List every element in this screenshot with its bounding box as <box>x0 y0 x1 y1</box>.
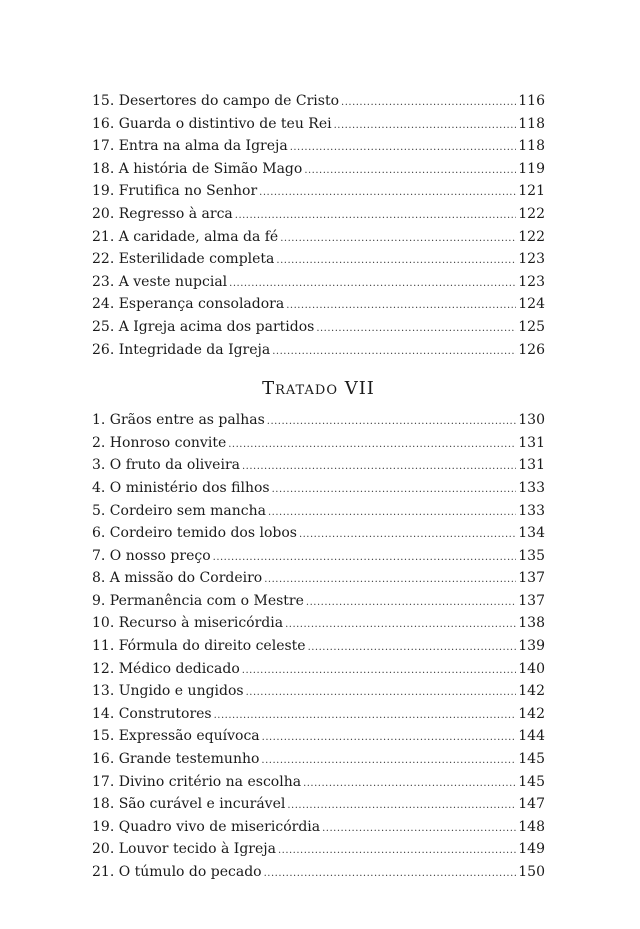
toc-dot-leader <box>286 295 516 318</box>
toc-entry-page-number: 126 <box>518 341 545 358</box>
toc-entry-page-number: 147 <box>518 796 545 813</box>
toc-dot-leader <box>242 660 517 683</box>
toc-dot-leader <box>304 160 516 183</box>
toc-entry <box>92 522 545 545</box>
toc-entry-page-number: 133 <box>518 502 545 519</box>
toc-entry-title: 21. O túmulo do pecado <box>92 864 262 880</box>
toc-entry <box>92 680 545 703</box>
toc-entry <box>92 248 545 271</box>
toc-entry-page-number: 116 <box>518 93 545 109</box>
toc-list-treatise-vii <box>92 409 545 883</box>
toc-entry-page-number: 133 <box>518 479 545 496</box>
toc-entry <box>92 658 545 681</box>
toc-dot-leader <box>280 228 516 251</box>
toc-entry-page-number: 118 <box>518 138 545 155</box>
toc-entry <box>92 339 545 362</box>
toc-entry-page-number: 142 <box>518 683 545 700</box>
toc-dot-leader <box>287 795 516 818</box>
toc-dot-leader <box>306 592 516 615</box>
toc-dot-leader <box>272 341 516 364</box>
toc-entry-page-number: 119 <box>518 160 545 177</box>
toc-dot-leader <box>235 205 517 228</box>
toc-entry-title: 9. Permanência com o Mestre <box>92 592 304 609</box>
toc-dot-leader <box>242 456 516 479</box>
toc-entry-page-number: 125 <box>518 318 545 335</box>
toc-dot-leader <box>334 115 517 138</box>
toc-entry-page-number: 118 <box>518 115 545 132</box>
toc-entry <box>92 180 545 203</box>
toc-dot-leader <box>272 479 517 502</box>
toc-entry <box>92 454 545 477</box>
toc-entry-title: 10. Recurso à misericórdia <box>92 615 284 632</box>
toc-dot-leader <box>228 434 516 457</box>
toc-entry <box>92 158 545 181</box>
toc-entry <box>92 293 545 316</box>
toc-dot-leader <box>214 705 517 728</box>
toc-entry-title: 14. Construtores <box>92 705 212 722</box>
toc-entry-title: 13. Ungido e ungidos <box>92 683 244 700</box>
toc-entry <box>92 135 545 158</box>
toc-entry-title: 23. A veste nupcial <box>92 273 228 290</box>
toc-entry-page-number: 122 <box>518 228 545 245</box>
toc-dot-leader <box>262 727 517 750</box>
toc-entry-page-number: 150 <box>518 864 545 880</box>
toc-dot-leader <box>229 273 516 296</box>
toc-entry-title: 18. São curável e incurável <box>92 796 286 813</box>
toc-entry-title: 17. Divino critério na escolha <box>92 773 302 790</box>
toc-entry-title: 12. Médico dedicado <box>92 660 240 677</box>
toc-dot-leader <box>290 137 517 160</box>
toc-entry-title: 11. Fórmula do direito celeste <box>92 638 306 655</box>
toc-entry <box>92 316 545 339</box>
toc-dot-leader <box>308 637 517 660</box>
toc-entry-page-number: 144 <box>518 728 545 745</box>
toc-dot-leader <box>278 840 516 863</box>
toc-entry-page-number: 145 <box>518 773 545 790</box>
toc-entry-page-number: 135 <box>518 547 545 564</box>
toc-entry-title: 16. Guarda o distintivo de teu Rei <box>92 115 332 132</box>
toc-entry-title: 21. A caridade, alma da fé <box>92 228 279 245</box>
toc-entry-title: 24. Esperança consoladora <box>92 296 285 313</box>
toc-entry-page-number: 122 <box>518 205 545 222</box>
toc-entry-page-number: 131 <box>518 457 545 474</box>
toc-entry-page-number: 140 <box>518 660 545 677</box>
toc-entry-title: 19. Quadro vivo de misericórdia <box>92 818 321 835</box>
toc-entry <box>92 113 545 136</box>
toc-entry-page-number: 123 <box>518 273 545 290</box>
toc-entry-title: 3. O fruto da oliveira <box>92 457 240 474</box>
toc-entry <box>92 590 545 613</box>
toc-entry <box>92 500 545 523</box>
toc-entry-page-number: 149 <box>518 841 545 858</box>
toc-dot-leader <box>246 682 517 705</box>
toc-entry-title: 15. Expressão equívoca <box>92 728 260 745</box>
toc-dot-leader <box>316 318 516 341</box>
toc-entry-title: 16. Grande testemunho <box>92 751 260 768</box>
toc-entry-title: 26. Integridade da Igreja <box>92 341 271 358</box>
toc-entry <box>92 203 545 226</box>
toc-entry <box>92 477 545 500</box>
toc-entry-page-number: 131 <box>518 434 545 451</box>
toc-entry-page-number: 137 <box>518 592 545 609</box>
toc-entry-title: 22. Esterilidade completa <box>92 251 275 268</box>
toc-entry-page-number: 121 <box>518 183 545 200</box>
toc-entry-title: 6. Cordeiro temido dos lobos <box>92 525 297 542</box>
toc-entry <box>92 635 545 658</box>
toc-entry <box>92 226 545 249</box>
toc-entry <box>92 771 545 794</box>
toc-entry-page-number: 134 <box>518 525 545 542</box>
toc-entry <box>92 725 545 748</box>
toc-entry <box>92 612 545 635</box>
toc-dot-leader <box>322 818 516 841</box>
toc-entry <box>92 271 545 294</box>
toc-page <box>92 90 545 884</box>
section-heading: Tratado VII <box>262 378 375 400</box>
toc-dot-leader <box>261 750 516 773</box>
toc-entry <box>92 748 545 771</box>
toc-entry <box>92 567 545 590</box>
toc-entry <box>92 432 545 455</box>
toc-entry-page-number: 148 <box>518 818 545 835</box>
toc-entry-page-number: 137 <box>518 570 545 587</box>
toc-entry <box>92 90 545 113</box>
toc-dot-leader <box>285 614 516 637</box>
toc-entry <box>92 545 545 568</box>
toc-entry-title: 4. O ministério dos filhos <box>92 479 270 496</box>
toc-entry <box>92 409 545 432</box>
toc-list-previous-treatise <box>92 90 545 361</box>
toc-dot-leader <box>299 524 516 547</box>
toc-entry-title: 8. A missão do Cordeiro <box>92 570 263 587</box>
toc-entry-title: 18. A história de Simão Mago <box>92 160 303 177</box>
toc-dot-leader <box>259 182 516 205</box>
toc-entry-page-number: 123 <box>518 251 545 268</box>
toc-entry-title: 25. A Igreja acima dos partidos <box>92 318 315 335</box>
toc-entry-page-number: 130 <box>518 412 545 429</box>
toc-entry-title: 20. Regresso à arca <box>92 205 233 222</box>
toc-entry-page-number: 138 <box>518 615 545 632</box>
toc-dot-leader <box>341 92 516 115</box>
toc-entry <box>92 838 545 861</box>
toc-dot-leader <box>213 547 517 570</box>
toc-entry-page-number: 142 <box>518 705 545 722</box>
toc-entry <box>92 793 545 816</box>
toc-entry-page-number: 124 <box>518 296 545 313</box>
toc-entry-title: 1. Grãos entre as palhas <box>92 412 265 429</box>
toc-entry-title: 5. Cordeiro sem mancha <box>92 502 266 519</box>
toc-dot-leader <box>264 569 516 592</box>
toc-entry <box>92 861 545 884</box>
toc-dot-leader <box>303 773 516 796</box>
toc-entry-title: 20. Louvor tecido à Igreja <box>92 841 276 858</box>
toc-dot-leader <box>267 411 517 434</box>
toc-entry-page-number: 145 <box>518 751 545 768</box>
toc-dot-leader <box>264 863 517 886</box>
toc-entry-title: 2. Honroso convite <box>92 434 227 451</box>
toc-entry-page-number: 139 <box>518 638 545 655</box>
toc-entry-title: 19. Frutifica no Senhor <box>92 183 258 200</box>
toc-entry <box>92 703 545 726</box>
toc-entry-title: 15. Desertores do campo de Cristo <box>92 93 340 109</box>
toc-entry <box>92 816 545 839</box>
toc-dot-leader <box>276 250 516 273</box>
toc-entry-title: 7. O nosso preço <box>92 547 211 564</box>
toc-entry-title: 17. Entra na alma da Igreja <box>92 138 288 155</box>
toc-dot-leader <box>268 502 516 525</box>
